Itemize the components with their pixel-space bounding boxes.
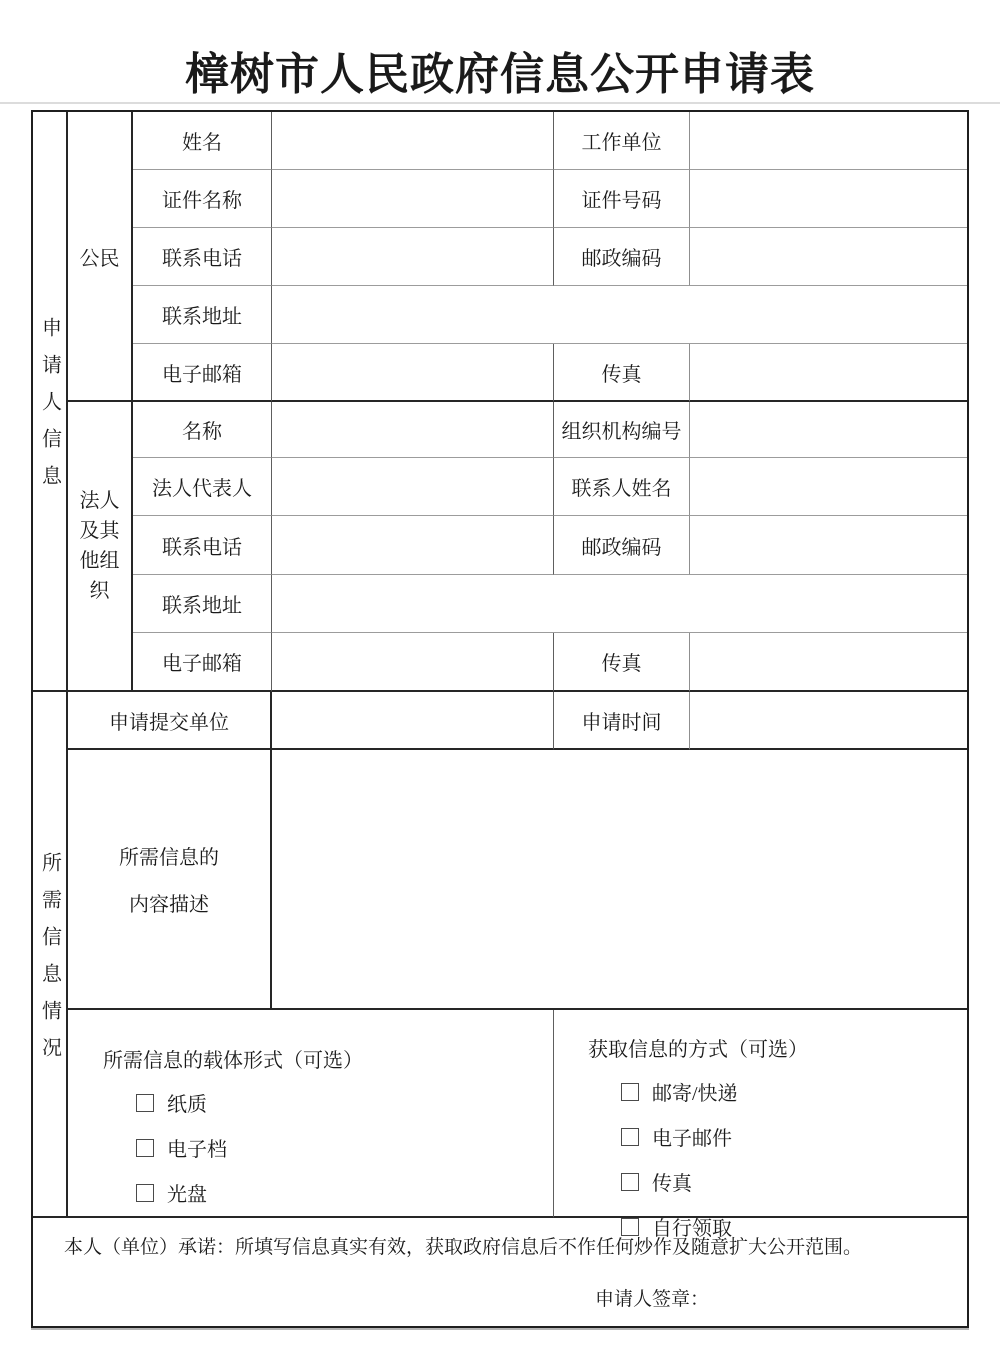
label-description-line1: 所需信息的 — [119, 847, 219, 869]
carrier-form-cell — [68, 1010, 554, 1218]
label-citizen-postcode: 邮政编码 — [554, 228, 690, 286]
label-citizen-id-number: 证件号码 — [554, 170, 690, 228]
legal-fax-input[interactable] — [690, 633, 967, 692]
option-email-label: 电子邮件 — [652, 1128, 732, 1150]
carrier-form-heading: 所需信息的载体形式（可选） — [103, 1050, 363, 1072]
citizen-work-unit-input[interactable] — [690, 112, 967, 170]
label-legal-contact-name: 联系人姓名 — [554, 458, 690, 516]
citizen-phone-input[interactable] — [272, 228, 554, 286]
label-legal-fax: 传真 — [554, 633, 690, 692]
description-input[interactable] — [272, 750, 967, 1010]
label-legal-representative: 法人代表人 — [133, 458, 272, 516]
option-disc-label: 光盘 — [167, 1184, 207, 1206]
page-title: 樟树市人民政府信息公开申请表 — [185, 50, 815, 99]
legal-contact-name-input[interactable] — [690, 458, 967, 516]
carrier-form-options — [136, 1088, 227, 1207]
legal-representative-input[interactable] — [272, 458, 554, 516]
label-citizen-address: 联系地址 — [133, 286, 272, 344]
option-disc[interactable] — [136, 1178, 227, 1207]
application-form-table — [31, 110, 969, 1328]
label-legal-postcode: 邮政编码 — [554, 516, 690, 575]
label-citizen-id-type: 证件名称 — [133, 170, 272, 228]
promise-cell — [33, 1218, 967, 1326]
checkbox-paper-icon[interactable] — [136, 1094, 154, 1112]
option-paper[interactable] — [136, 1088, 227, 1117]
citizen-name-input[interactable] — [272, 112, 554, 170]
legal-org-group-label-text: 法人及其他组织 — [79, 490, 120, 602]
label-legal-org-code: 组织机构编号 — [554, 402, 690, 458]
option-fax-label: 传真 — [652, 1173, 692, 1195]
checkbox-email-icon[interactable] — [621, 1128, 639, 1146]
label-citizen-name: 姓名 — [133, 112, 272, 170]
label-description-line2: 内容描述 — [129, 894, 209, 916]
label-citizen-fax: 传真 — [554, 344, 690, 402]
citizen-postcode-input[interactable] — [690, 228, 967, 286]
option-electronic-file-label: 电子档 — [167, 1139, 227, 1161]
option-email[interactable] — [621, 1122, 738, 1151]
option-mail-express[interactable] — [621, 1077, 738, 1106]
label-apply-time: 申请时间 — [554, 692, 690, 750]
label-citizen-phone: 联系电话 — [133, 228, 272, 286]
citizen-email-input[interactable] — [272, 344, 554, 402]
legal-org-code-input[interactable] — [690, 402, 967, 458]
legal-name-input[interactable] — [272, 402, 554, 458]
request-section-vertical-label-text: 所需信息情况 — [38, 851, 61, 1074]
label-description — [68, 750, 272, 1010]
citizen-address-input[interactable] — [272, 286, 967, 344]
option-mail-express-label: 邮寄/快递 — [652, 1083, 738, 1105]
apply-time-input[interactable] — [690, 692, 967, 750]
promise-text: 本人（单位）承诺：所填写信息真实有效，获取政府信息后不作任何炒作及随意扩大公开范围。 — [64, 1237, 863, 1258]
label-legal-name: 名称 — [133, 402, 272, 458]
option-electronic-file[interactable] — [136, 1133, 227, 1162]
label-legal-address: 联系地址 — [133, 575, 272, 633]
checkbox-mail-express-icon[interactable] — [621, 1083, 639, 1101]
signature-label: 申请人签章： — [595, 1289, 710, 1310]
applicant-section-vertical-label-text: 申请人信息 — [38, 317, 61, 502]
citizen-id-type-input[interactable] — [272, 170, 554, 228]
citizen-fax-input[interactable] — [690, 344, 967, 402]
option-self-pickup-label: 自行领取 — [652, 1218, 732, 1240]
option-fax[interactable] — [621, 1167, 738, 1196]
obtain-method-heading: 获取信息的方式（可选） — [588, 1039, 808, 1061]
legal-postcode-input[interactable] — [690, 516, 967, 575]
scan-artifact-line — [0, 102, 1000, 104]
label-legal-email: 电子邮箱 — [133, 633, 272, 692]
label-submit-unit: 申请提交单位 — [68, 692, 272, 750]
request-section-vertical-label — [33, 692, 68, 1218]
label-legal-phone: 联系电话 — [133, 516, 272, 575]
checkbox-disc-icon[interactable] — [136, 1184, 154, 1202]
checkbox-fax-icon[interactable] — [621, 1173, 639, 1191]
citizen-group-label: 公民 — [68, 112, 133, 402]
legal-phone-input[interactable] — [272, 516, 554, 575]
applicant-section-vertical-label — [33, 112, 68, 692]
checkbox-electronic-file-icon[interactable] — [136, 1139, 154, 1157]
label-citizen-work-unit: 工作单位 — [554, 112, 690, 170]
obtain-method-options — [621, 1077, 738, 1241]
citizen-id-number-input[interactable] — [690, 170, 967, 228]
option-paper-label: 纸质 — [167, 1094, 207, 1116]
legal-email-input[interactable] — [272, 633, 554, 692]
obtain-method-cell — [554, 1010, 967, 1240]
legal-address-input[interactable] — [272, 575, 967, 633]
submit-unit-input[interactable] — [272, 692, 554, 750]
label-citizen-email: 电子邮箱 — [133, 344, 272, 402]
legal-org-group-label — [68, 402, 133, 692]
